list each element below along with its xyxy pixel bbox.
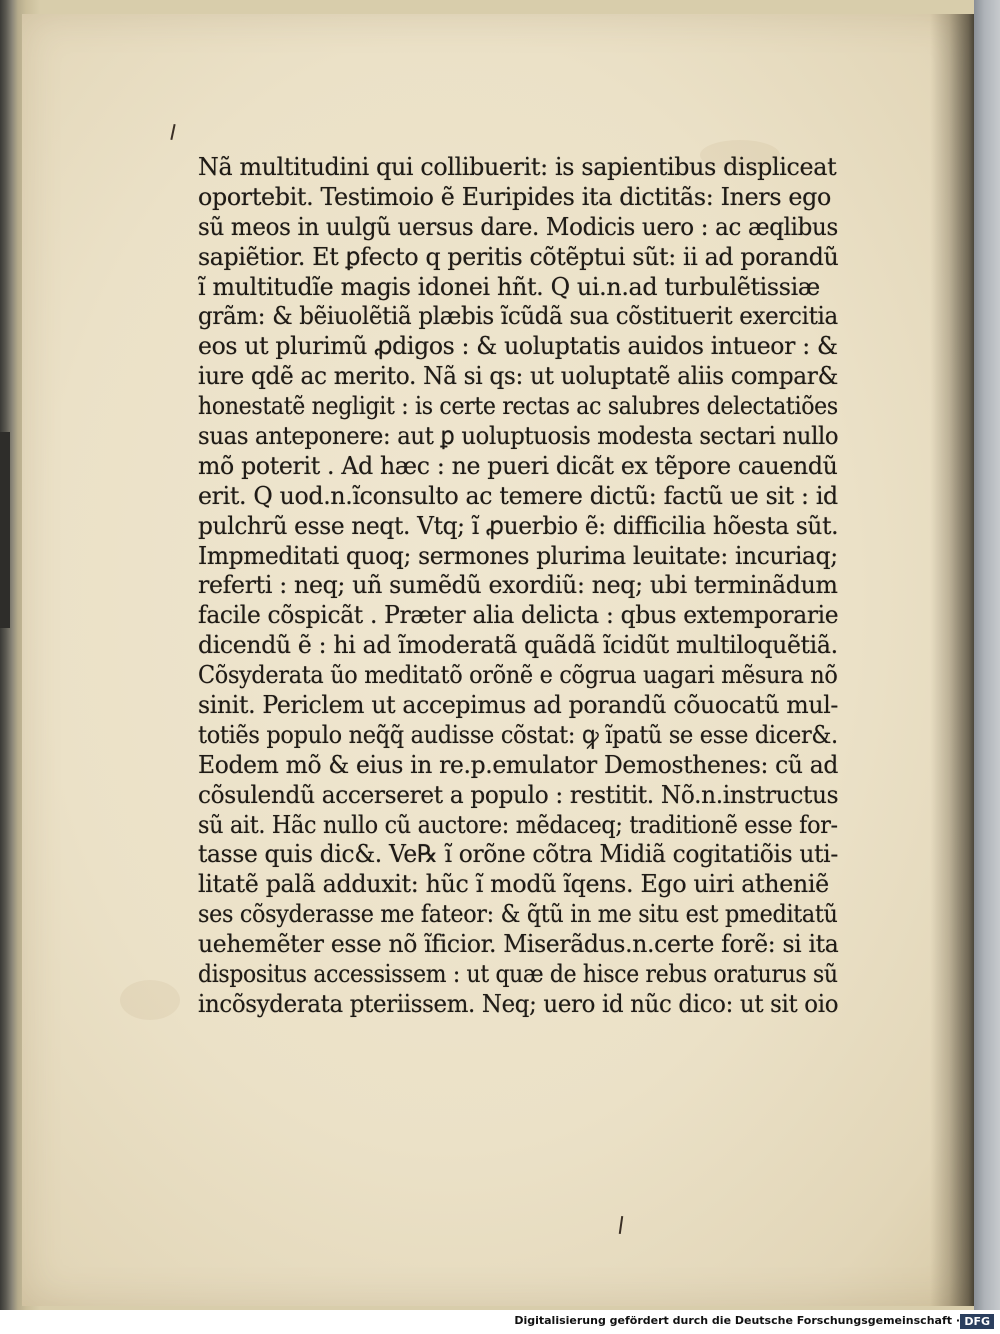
text-line: Nã multitudini qui collibuerit: is sapientibus displiceat <box>198 152 837 181</box>
text-line: dispositus accessissem : ut quæ de hisce rebus oraturus sũ <box>198 959 838 989</box>
text-line: sũ meos in uulgũ uersus dare. Modicis uero : ac æqlibus <box>198 211 838 241</box>
text-line: pulchrũ esse neqt. Vtq; ĩ ꝓuerbio ẽ: difficilia hõesta sũt. <box>198 510 839 540</box>
text-line: erit. Q uod.n.ĩconsulto ac temere dictũ: factũ ue sit : id <box>198 480 838 510</box>
text-line: dicendũ ẽ : hi ad ĩmoderatã quãdã ĩcidũt multiloquẽtiã. <box>198 630 838 660</box>
text-line: Cõsyderata ũo meditatõ orõnẽ e cõgrua uagari mẽsura nõ <box>198 660 838 690</box>
text-line: facile cõspicãt . Præter alia delicta : qbus extemporarie <box>198 600 839 630</box>
text-line: honestatẽ negligit : is certe rectas ac salubres delectatiões <box>198 391 838 421</box>
text-line: oportebit. Testimoio ẽ Euripides ita dictitãs: Iners ego <box>198 181 831 211</box>
text-line: Impmeditati quoq; sermones plurima leuitate: incuriaq; <box>198 540 838 570</box>
text-line: incõsyderata pteriissem. Neq; uero id nũc dico: ut sit oio <box>198 988 839 1018</box>
book-right-edge <box>974 0 1000 1310</box>
text-line: eos ut plurimũ ꝓdigos : & uoluptatis auidos intueor : & <box>198 331 838 361</box>
text-line: grãm: & bẽiuolẽtiã plæbis ĩcũdã sua cõstituerit exercitia <box>198 301 838 331</box>
text-line: ses cõsyderasse me fateor: & q̃tũ in me situ est pmeditatũ <box>198 899 838 929</box>
text-line: cõsulendũ accerseret a populo : restitit. Nõ.n.instructus <box>198 779 839 809</box>
funding-credit: Digitalisierung gefördert durch die Deutsche Forschungsgemeinschaft · <box>514 1314 960 1327</box>
text-line: sũ ait. Hãc nullo cũ auctore: mẽdaceq; traditionẽ esse for- <box>198 809 838 839</box>
text-line: iure qdẽ ac merito. Nã si qs: ut uoluptatẽ aliis compar& <box>198 361 838 391</box>
text-line: sapiẽtior. Et ꝑfecto q peritis cõtẽptui sũt: ii ad porandũ <box>198 241 839 271</box>
text-line: sinit. Periclem ut accepimus ad porandũ cõuocatũ mul- <box>198 690 839 720</box>
text-line: totiẽs populo neq̃q̃ audisse cõstat: ꝙ ĩpatũ se esse dicer&. <box>198 719 838 749</box>
paper-stain <box>120 980 180 1020</box>
text-line: suas anteponere: aut ꝑ uoluptuosis modesta sectari nullo <box>198 421 839 451</box>
text-line: Eodem mõ & eius in re.p.emulator Demosthenes: cũ ad <box>198 749 839 779</box>
text-line: litatẽ palã adduxit: hũc ĩ modũ ĩqens. Ego uiri atheniẽ <box>198 869 829 899</box>
text-line: uehemẽter esse nõ ĩficior. Miserãdus.n.certe forẽ: si ita <box>198 929 839 959</box>
text-line: referti : neq; uñ sumẽdũ exordiũ: neq; ubi terminãdum <box>198 570 838 600</box>
page-gutter-shadow <box>930 14 978 1306</box>
book-edge-tab <box>0 432 10 628</box>
text-line: mõ poterit . Ad hæc : ne pueri dicãt ex tẽpore cauendũ <box>198 450 838 480</box>
text-line: tasse quis dic&. Ve℞ ĩ orõne cõtra Midiã cogitatiõis uti- <box>198 839 838 869</box>
text-block <box>198 152 858 1019</box>
text-line: ĩ multitudĩe magis idonei hñt. Q ui.n.ad turbulẽtissiæ <box>198 271 820 301</box>
dfg-logo: DFG <box>960 1314 994 1329</box>
